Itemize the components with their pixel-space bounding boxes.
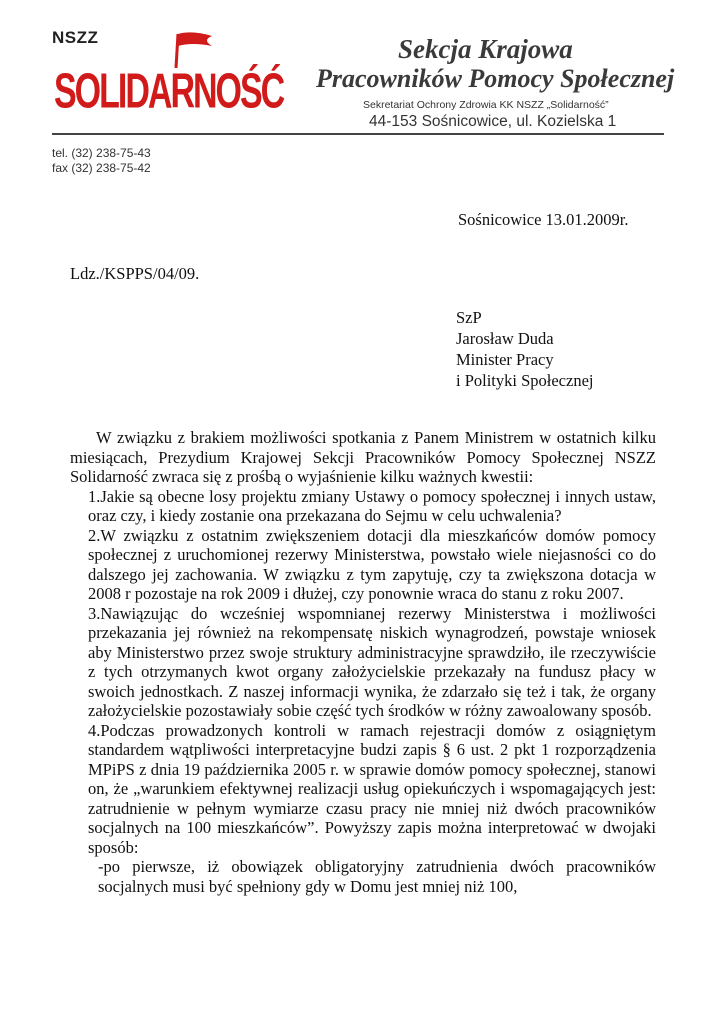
- place-date: Sośnicowice 13.01.2009r.: [458, 210, 629, 229]
- recipient-line: SzP: [456, 308, 482, 327]
- point-2: 2.W związku z ostatnim zwiększeniem dotacji dla mieszkańców domów pomocy społecznej z uruchomionej rezerwy Ministerstwa, powstało wiele niejasności co do dalszego jej zachowania. W związku z tym zapytuję, czy ta zwiększona dotacja w 2008 r pozostaje na rok 2009 i dłużej, czy ponownie wraca do stanu z roku 2007.: [88, 525, 656, 603]
- point-3: 3.Nawiązując do wcześniej wspomnianej rezerwy Ministerstwa i możliwości przekazania jej również na rekompensatę niskich wynagrodzeń, powstaje wniosek aby Ministerstwo przez swoje struktury administracyjne sprawdziło, ile rzeczywiście z tych otrzymanych kwot organy założycielskie przekazały na fundusz płacy w swoich jednostkach. Z naszej informacji wynika, że zdarzało się też i tak, że organy założycielskie pozostawiały sobie część tych środków w różny zawoalowany sposób.: [88, 603, 656, 720]
- recipient-block: [456, 307, 594, 391]
- point-1: 1.Jakie są obecne losy projektu zmiany Ustawy o pomocy społecznej i innych ustaw, oraz czy, i kiedy zostanie ona przekazana do Sejmu w celu uchwalenia?: [88, 486, 656, 525]
- reference-number: Ldz./KSPPS/04/09.: [70, 264, 200, 283]
- recipient-line: Minister Pracy: [456, 350, 554, 369]
- letter-body: [70, 428, 656, 896]
- logo-word: SOLIDARNOŚĆ: [54, 64, 284, 120]
- section-subtitle: Pracowników Pomocy Społecznej: [316, 64, 675, 93]
- secretariat-line: Sekretariat Ochrony Zdrowia KK NSZZ „Solidarność”: [363, 99, 609, 111]
- header-divider: [52, 133, 664, 135]
- letterhead-address: 44-153 Sośnicowice, ul. Kozielska 1: [369, 113, 617, 130]
- point-4: 4.Podczas prowadzonych kontroli w ramach rejestracji domów z osiągniętym standardem wątpliwości interpretacyjne budzi zapis § 6 ust. 2 pkt 1 rozporządzenia MPiPS z dnia 19 października 2005 r. w sprawie domów pomocy społecznej, stanowi on, że „warunkiem efektywnej realizacji usług opiekuńczych i wspomagających jest: zatrudnienie w pełnym wymiarze czasu pracy nie mniej niż dwóch pracowników socjalnych na 100 mieszkańców”. Powyższy zapis można interpretować w dwojaki sposób:: [88, 720, 656, 857]
- phone-line: tel. (32) 238-75-43: [52, 146, 151, 160]
- fax-line: fax (32) 238-75-42: [52, 161, 151, 175]
- section-title: Sekcja Krajowa: [398, 34, 573, 64]
- solidarnosc-logo: [52, 28, 284, 128]
- subpoint: -po pierwsze, iż obowiązek obligatoryjny zatrudnienia dwóch pracowników socjalnych musi być spełniony gdy w Domu jest mniej niż 100,: [98, 857, 656, 896]
- union-abbrev: NSZZ: [52, 28, 99, 47]
- intro-paragraph: W związku z brakiem możliwości spotkania z Panem Ministrem w ostatnich kilku miesiącach, Prezydium Krajowej Sekcji Pracowników Pomocy Społecznej NSZZ Solidarność zwraca się z prośbą o wyjaśnienie kilku ważnych kwestii:: [70, 428, 656, 486]
- recipient-line: i Polityki Społecznej: [456, 371, 594, 390]
- recipient-line: Jarosław Duda: [456, 329, 554, 348]
